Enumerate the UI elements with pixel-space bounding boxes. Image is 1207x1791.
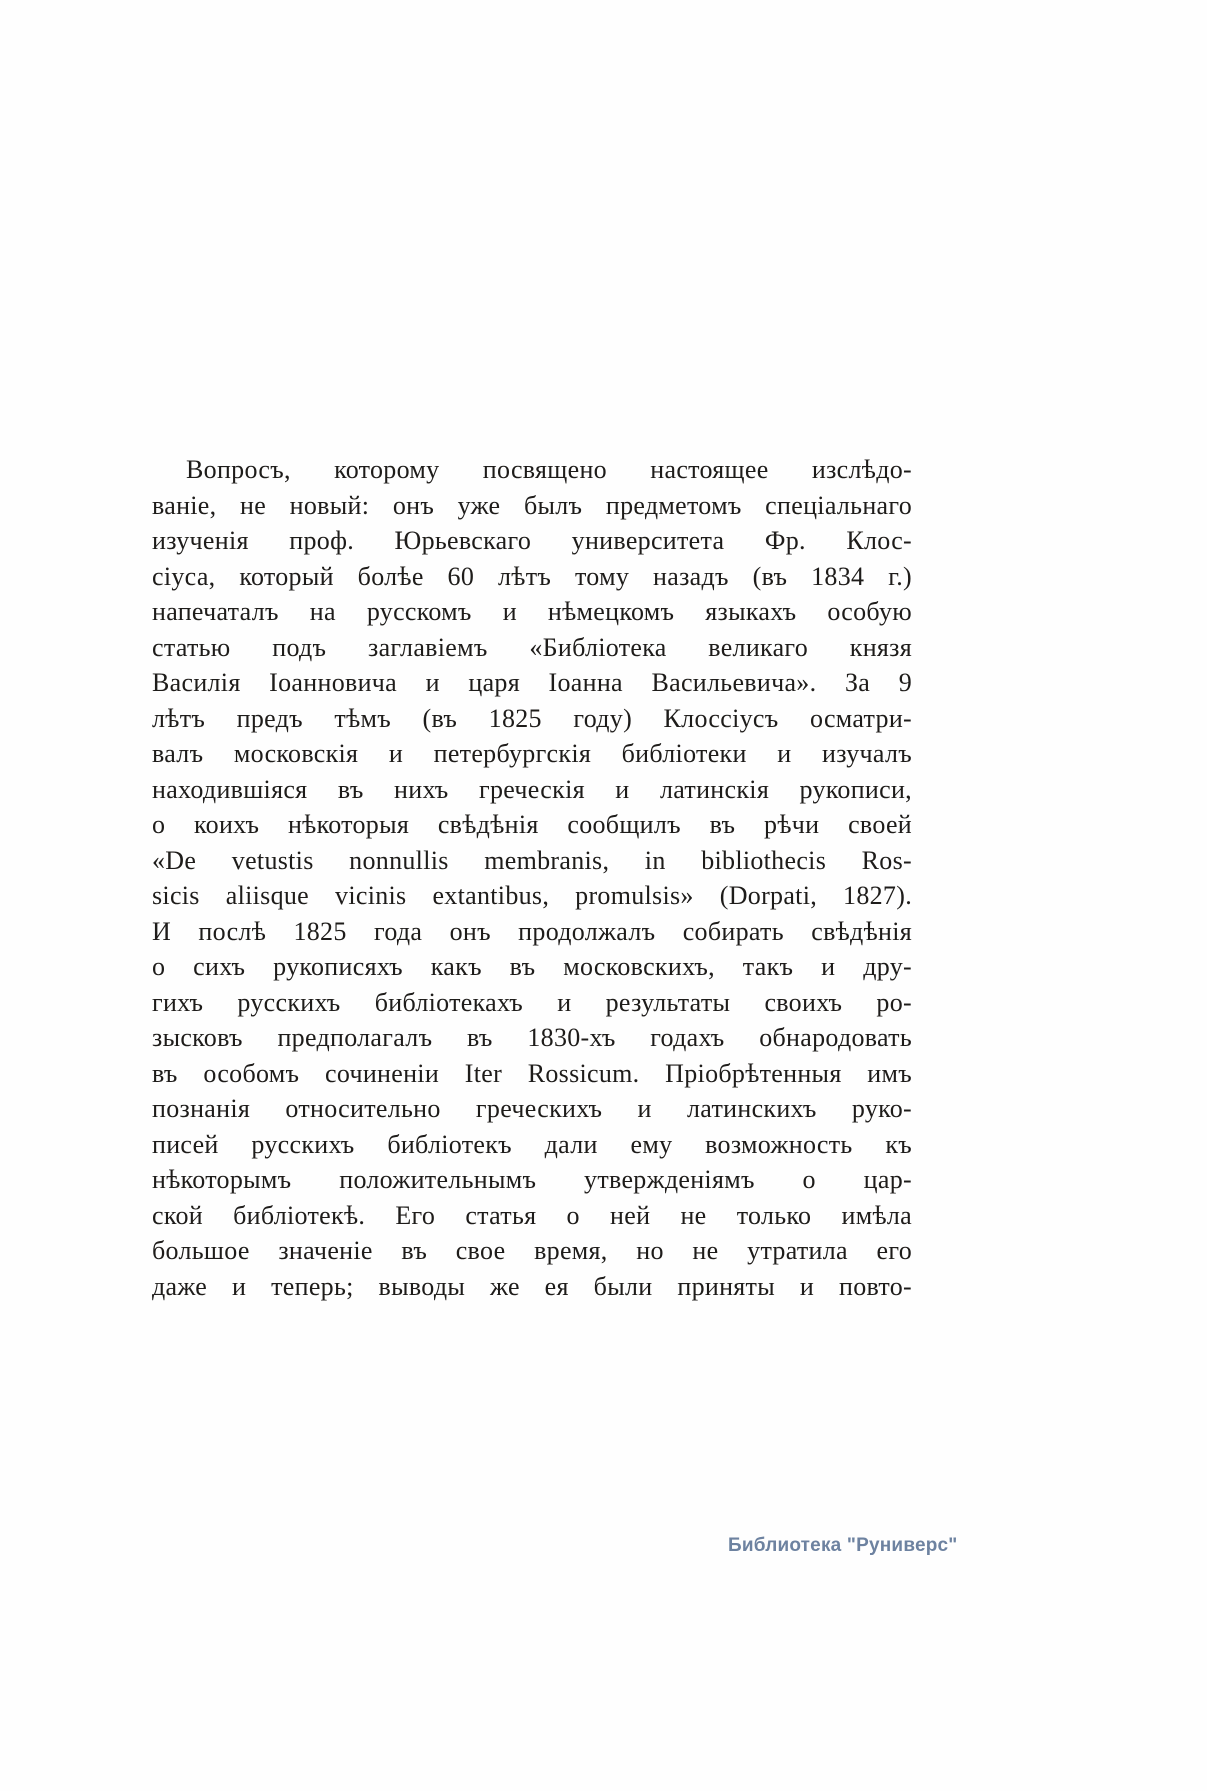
text-line: о коихъ нѣкоторыя свѣдѣнія сообщилъ въ рѣчи своей [152, 810, 912, 839]
text-line: о сихъ рукописяхъ какъ въ московскихъ, такъ и дру- [152, 952, 912, 981]
text-line: даже и теперь; выводы же ея были приняты и повто- [152, 1271, 912, 1301]
text-line: Вопросъ, которому посвящено настоящее изслѣдо- [186, 455, 912, 484]
library-watermark: Библиотека "Руниверс" [728, 1535, 958, 1556]
text-line: ской библіотекѣ. Его статья о ней не только имѣла [152, 1200, 912, 1230]
text-line: лѣтъ предъ тѣмъ (въ 1825 году) Клоссіусъ осматри- [152, 703, 912, 733]
text-line: находившіяся въ нихъ греческія и латинскія рукописи, [152, 774, 912, 804]
text-line: ваніе, не новый: онъ уже былъ предметомъ спеціальнаго [152, 490, 912, 520]
text-line: зысковъ предполагалъ въ 1830-хъ годахъ обнародовать [152, 1023, 912, 1052]
text-line: Василія Іоанновича и царя Іоанна Васильевича». За 9 [152, 668, 912, 697]
text-line: валъ московскія и петербургскія библіотеки и изучалъ [152, 739, 912, 768]
text-line: изученія проф. Юрьевскаго университета Фр. Клос- [152, 526, 912, 555]
text-line: сіуса, который болѣе 60 лѣтъ тому назадъ (въ 1834 г.) [152, 561, 912, 591]
text-line: гихъ русскихъ библіотекахъ и результаты своихъ ро- [152, 987, 912, 1017]
text-line: большое значеніе въ свое время, но не утратила его [152, 1236, 912, 1265]
text-line: нѣкоторымъ положительнымъ утвержденіямъ о цар- [152, 1165, 912, 1194]
text-line: писей русскихъ библіотекъ дали ему возможность къ [152, 1129, 912, 1159]
text-line: познанія относительно греческихъ и латинскихъ руко- [152, 1094, 912, 1123]
text-line: «De vetustis nonnullis membranis, in bibliothecis Ros- [152, 845, 912, 875]
text-line: въ особомъ сочиненіи Iter Rossicum. Пріобрѣтенныя имъ [152, 1058, 912, 1088]
text-line: И послѣ 1825 года онъ продолжалъ собирать свѣдѣнія [152, 916, 912, 946]
text-line: напечаталъ на русскомъ и нѣмецкомъ языкахъ особую [152, 597, 912, 626]
text-line: статью подъ заглавіемъ «Библіотека великаго князя [152, 632, 912, 662]
text-line: sicis aliisque vicinis extantibus, promulsis» (Dorpati, 1827). [152, 881, 912, 910]
paragraph [152, 452, 912, 1304]
